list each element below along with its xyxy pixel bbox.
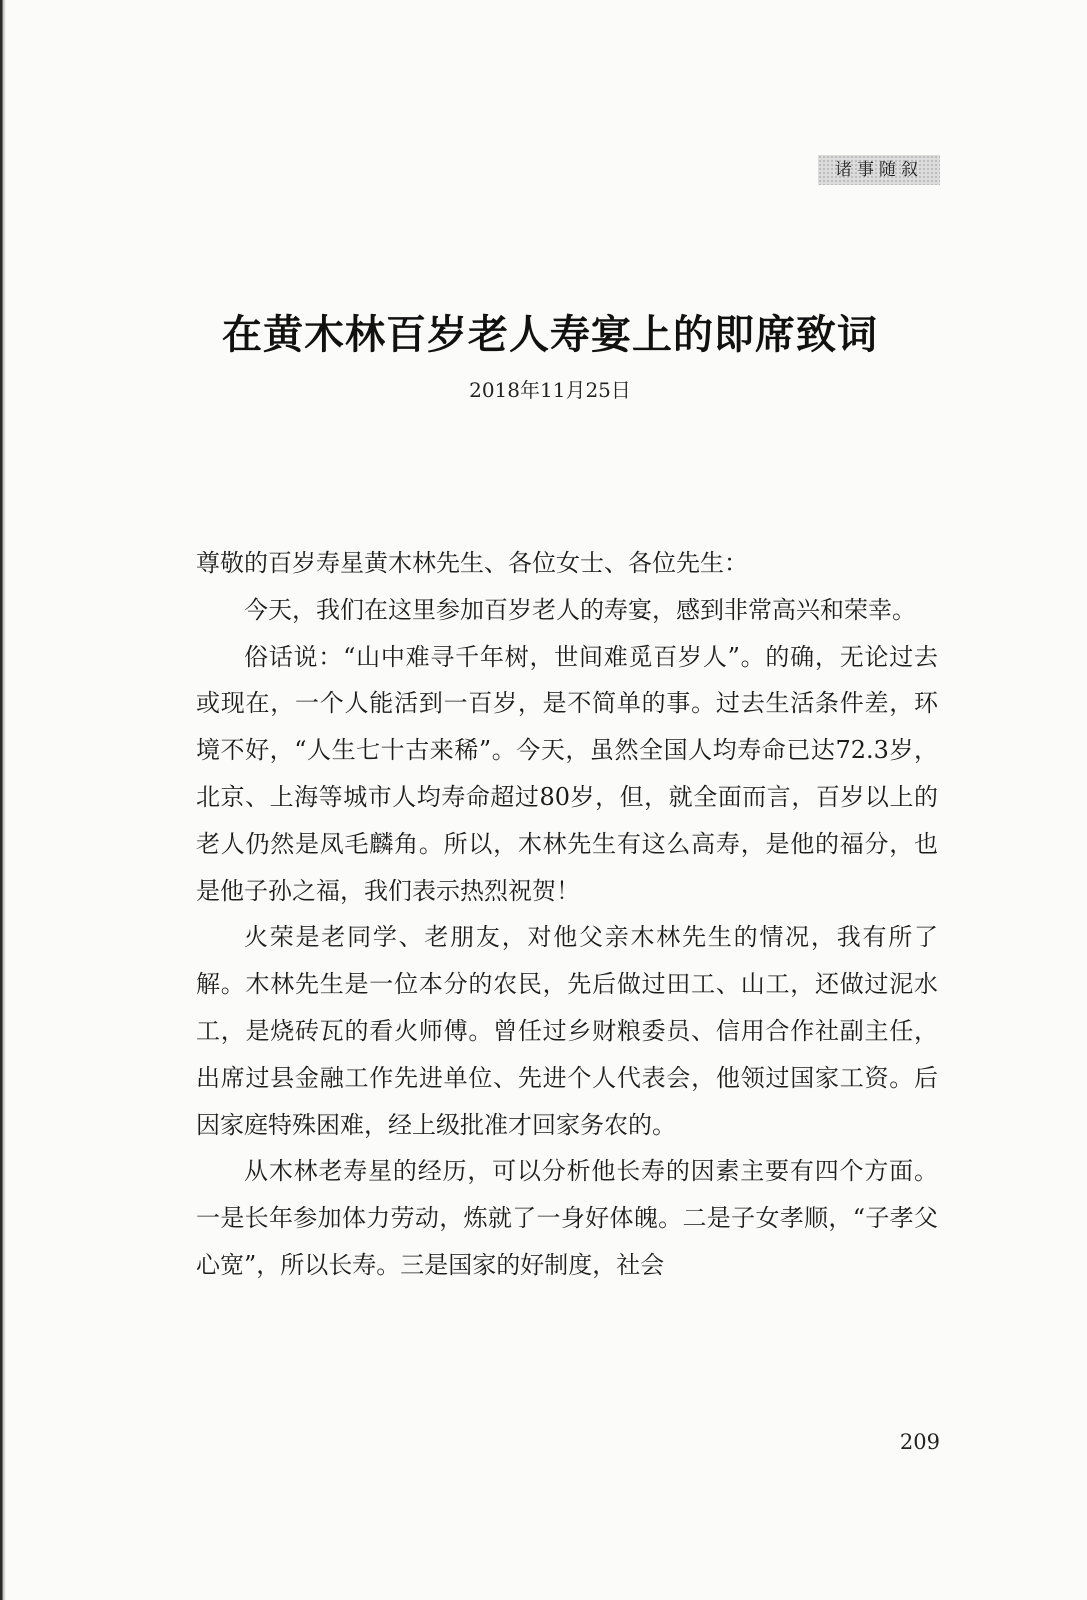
page-number: 209 [899,1430,940,1454]
salutation: 尊敬的百岁寿星黄木林先生、各位女士、各位先生： [196,549,748,577]
scan-edge [0,0,6,1600]
section-tag: 诸事随叙 [818,155,940,185]
article-body [196,540,938,1289]
paragraph: 俗话说：“山中难寻千年树，世间难觅百岁人”。的确，无论过去或现在，一个人能活到一百岁，是不简单的事。过去生活条件差，环境不好，“人生七十古来稀”。今天，虽然全国人均寿命已达72.3岁，北京、上海等城市人均寿命超过80岁，但，就全面而言，百岁以上的老人仍然是凤毛麟角。所以，木林先生有这么高寿，是他的福分，也是他子孙之福，我们表示热烈祝贺！ [196,642,938,905]
article-title: 在黄木林百岁老人寿宴上的即席致词 [222,311,878,358]
paragraph: 今天，我们在这里参加百岁老人的寿宴，感到非常高兴和荣幸。 [244,595,916,624]
paragraph: 火荣是老同学、老朋友，对他父亲木林先生的情况，我有所了解。木林先生是一位本分的农民，先后做过田工、山工，还做过泥水工，是烧砖瓦的看火师傅。曾任过乡财粮委员、信用合作社副主任，出席过县金融工作先进单位、先进个人代表会，他领过国家工资。后因家庭特殊困难，经上级批准才回家务农的。 [196,923,938,1139]
paragraph: 从木林老寿星的经历，可以分析他长寿的因素主要有四个方面。一是长年参加体力劳动，炼就了一身好体魄。二是子女孝顺，“子孝父心宽”，所以长寿。三是国家的好制度，社会 [196,1157,938,1279]
article-date: 2018年11月25日 [469,378,631,402]
